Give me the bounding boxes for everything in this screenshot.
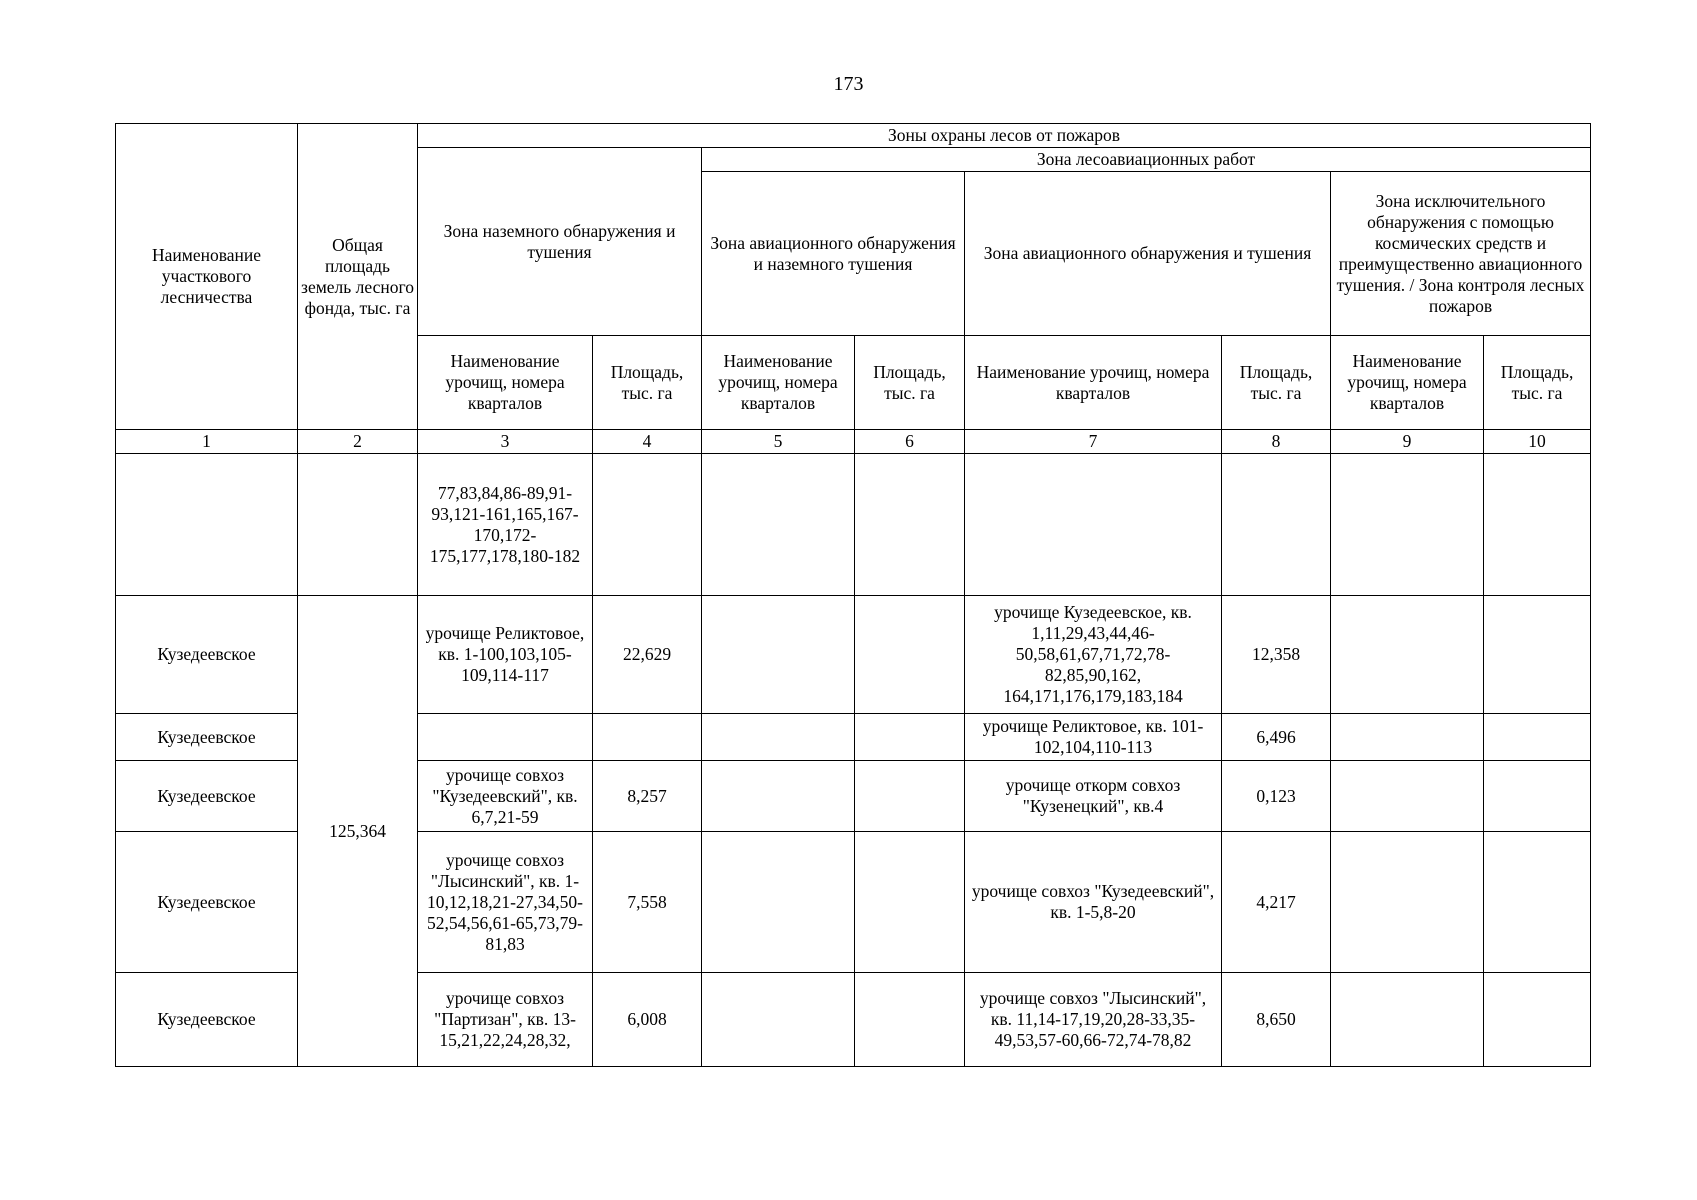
avia-zone-quarters xyxy=(965,454,1222,596)
subheader-name-3: Наименование урочищ, номера кварталов xyxy=(418,336,593,430)
avia-ground-area xyxy=(855,973,965,1067)
space-zone-area xyxy=(1484,454,1591,596)
subheader-area-10: Площадь, тыс. га xyxy=(1484,336,1591,430)
header-zones-title: Зоны охраны лесов от пожаров xyxy=(418,124,1591,148)
column-numbers-row xyxy=(116,430,1591,454)
col-number: 2 xyxy=(298,430,418,454)
header-zone-space: Зона исключительного обнаружения с помощью космических средств и преимущественно авиационного тушения. / Зона контроля лесных пожаров xyxy=(1331,172,1591,336)
forest-fire-zones-table xyxy=(115,123,1591,1067)
table-row xyxy=(116,596,1591,714)
forestry-name: Кузедеевское xyxy=(116,714,298,761)
avia-ground-quarters xyxy=(702,454,855,596)
avia-zone-area xyxy=(1222,454,1331,596)
space-zone-area xyxy=(1484,596,1591,714)
avia-zone-area: 8,650 xyxy=(1222,973,1331,1067)
space-zone-area xyxy=(1484,832,1591,973)
header-avia-works: Зона лесоавиационных работ xyxy=(702,148,1591,172)
avia-zone-area: 4,217 xyxy=(1222,832,1331,973)
header-zone-ground: Зона наземного обнаружения и тушения xyxy=(418,148,702,336)
avia-zone-quarters: урочище совхоз "Лысинский", кв. 11,14-17,19,20,28-33,35-49,53,57-60,66-72,74-78,82 xyxy=(965,973,1222,1067)
avia-zone-area: 6,496 xyxy=(1222,714,1331,761)
space-zone-quarters xyxy=(1331,454,1484,596)
col-number: 3 xyxy=(418,430,593,454)
total-area-empty xyxy=(298,454,418,596)
header-zone-avia-detect-extinguish: Зона авиационного обнаружения и тушения xyxy=(965,172,1331,336)
space-zone-quarters xyxy=(1331,973,1484,1067)
space-zone-quarters xyxy=(1331,761,1484,832)
space-zone-quarters xyxy=(1331,596,1484,714)
forestry-name: Кузедеевское xyxy=(116,832,298,973)
col-number: 9 xyxy=(1331,430,1484,454)
subheader-area-4: Площадь, тыс. га xyxy=(593,336,702,430)
table-row xyxy=(116,454,1591,596)
avia-ground-quarters xyxy=(702,973,855,1067)
subheader-name-5: Наименование урочищ, номера кварталов xyxy=(702,336,855,430)
avia-ground-quarters xyxy=(702,761,855,832)
avia-ground-area xyxy=(855,761,965,832)
ground-zone-area xyxy=(593,454,702,596)
ground-zone-area: 6,008 xyxy=(593,973,702,1067)
page-number: 173 xyxy=(833,73,864,95)
avia-ground-quarters xyxy=(702,596,855,714)
col-number: 10 xyxy=(1484,430,1591,454)
header-zone-avia-detect-ground: Зона авиационного обнаружения и наземного тушения xyxy=(702,172,965,336)
avia-ground-area xyxy=(855,454,965,596)
subheader-area-8: Площадь, тыс. га xyxy=(1222,336,1331,430)
avia-ground-quarters xyxy=(702,832,855,973)
ground-zone-quarters xyxy=(418,714,593,761)
ground-zone-area: 7,558 xyxy=(593,832,702,973)
col-number: 4 xyxy=(593,430,702,454)
header-total-area: Общая площадь земель лесного фонда, тыс. га xyxy=(298,124,418,430)
col-number: 8 xyxy=(1222,430,1331,454)
avia-zone-quarters: урочище Реликтовое, кв. 101-102,104,110-113 xyxy=(965,714,1222,761)
col-number: 6 xyxy=(855,430,965,454)
avia-zone-area: 0,123 xyxy=(1222,761,1331,832)
space-zone-area xyxy=(1484,714,1591,761)
col-number: 1 xyxy=(116,430,298,454)
ground-zone-area: 8,257 xyxy=(593,761,702,832)
space-zone-quarters xyxy=(1331,714,1484,761)
space-zone-area xyxy=(1484,761,1591,832)
avia-ground-area xyxy=(855,714,965,761)
subheader-name-9: Наименование урочищ, номера кварталов xyxy=(1331,336,1484,430)
avia-ground-area xyxy=(855,596,965,714)
forestry-name: Кузедеевское xyxy=(116,596,298,714)
avia-zone-quarters: урочище совхоз "Кузедеевский", кв. 1-5,8-20 xyxy=(965,832,1222,973)
ground-zone-quarters: урочище совхоз "Партизан", кв. 13-15,21,22,24,28,32, xyxy=(418,973,593,1067)
subheader-area-6: Площадь, тыс. га xyxy=(855,336,965,430)
ground-zone-quarters: урочище Реликтовое, кв. 1-100,103,105-109,114-117 xyxy=(418,596,593,714)
avia-zone-quarters: урочище Кузедеевское, кв. 1,11,29,43,44,46-50,58,61,67,71,72,78-82,85,90,162, 164,171,176,179,183,184 xyxy=(965,596,1222,714)
avia-ground-quarters xyxy=(702,714,855,761)
ground-zone-quarters: урочище совхоз "Лысинский", кв. 1-10,12,18,21-27,34,50-52,54,56,61-65,73,79-81,83 xyxy=(418,832,593,973)
subheader-name-7: Наименование урочищ, номера кварталов xyxy=(965,336,1222,430)
forestry-name: Кузедеевское xyxy=(116,973,298,1067)
total-area: 125,364 xyxy=(298,596,418,1067)
ground-zone-quarters: 77,83,84,86-89,91-93,121-161,165,167-170,172-175,177,178,180-182 xyxy=(418,454,593,596)
avia-ground-area xyxy=(855,832,965,973)
space-zone-area xyxy=(1484,973,1591,1067)
col-number: 5 xyxy=(702,430,855,454)
header-forestry-name: Наименование участкового лесничества xyxy=(116,124,298,430)
forestry-name: Кузедеевское xyxy=(116,761,298,832)
avia-zone-quarters: урочище откорм совхоз "Кузенецкий", кв.4 xyxy=(965,761,1222,832)
ground-zone-area xyxy=(593,714,702,761)
ground-zone-quarters: урочище совхоз "Кузедеевский", кв. 6,7,21-59 xyxy=(418,761,593,832)
space-zone-quarters xyxy=(1331,832,1484,973)
col-number: 7 xyxy=(965,430,1222,454)
avia-zone-area: 12,358 xyxy=(1222,596,1331,714)
forestry-name xyxy=(116,454,298,596)
ground-zone-area: 22,629 xyxy=(593,596,702,714)
